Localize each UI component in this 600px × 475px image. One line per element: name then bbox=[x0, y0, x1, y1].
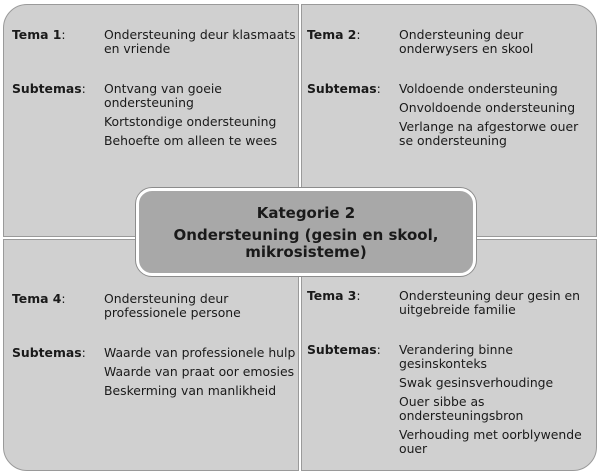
subtema-item: Behoefte om alleen te wees bbox=[104, 133, 278, 148]
tema-1-value: Ondersteuning deur klasmaats en vriende bbox=[104, 27, 296, 56]
tema-3-label: Tema 3 bbox=[307, 288, 357, 303]
subtema-item: Verlange na afgestorwe ouer se ondersteuning bbox=[399, 119, 579, 148]
subtema-item: Verandering binne gesinskonteks bbox=[399, 342, 513, 371]
subtema-item: Swak gesinsverhoudinge bbox=[399, 375, 554, 390]
subtema-item: Ouer sibbe as ondersteuningsbron bbox=[399, 394, 524, 423]
subtema-item: Onvoldoende ondersteuning bbox=[399, 100, 576, 115]
tema-2-subtemas-label: Subtemas bbox=[307, 81, 377, 96]
tema-4-subtemas-list bbox=[104, 346, 304, 398]
tema-2-block: Tema 2: Ondersteuning deur onderwysers en skool bbox=[307, 28, 599, 56]
tema-1-label: Tema 1 bbox=[12, 27, 62, 42]
tema-2-subtemas-block: Subtemas: Voldoende ondersteuning Onvoldoende ondersteuning Verlange na afgestorwe ouer se ondersteuning bbox=[307, 82, 599, 148]
subtema-item: Beskerming van manlikheid bbox=[104, 383, 277, 398]
tema-4-subtemas-label: Subtemas bbox=[12, 345, 82, 360]
tema-3-subtemas-label: Subtemas bbox=[307, 342, 377, 357]
subtema-item: Verhouding met oorblywende ouer bbox=[399, 427, 582, 456]
tema-1-block: Tema 1: Ondersteuning deur klasmaats en vriende bbox=[12, 28, 304, 56]
tema-3-subtemas-block: Subtemas: Verandering binne gesinskonteks Swak gesinsverhoudinge Ouer sibbe as ondersteuningsbron Verhouding met oorblywende ouer bbox=[307, 343, 599, 456]
subtema-item: Waarde van praat oor emosies bbox=[104, 364, 295, 379]
tema-2-subtemas-list bbox=[399, 82, 599, 148]
category-title: Kategorie 2 bbox=[256, 204, 356, 222]
tema-3-block: Tema 3: Ondersteuning deur gesin en uitgebreide familie bbox=[307, 289, 599, 317]
tema-4-block: Tema 4: Ondersteuning deur professionele persone bbox=[12, 292, 304, 320]
subtema-item: Kortstondige ondersteuning bbox=[104, 114, 277, 129]
subtema-item: Ontvang van goeie ondersteuning bbox=[104, 81, 222, 110]
tema-2-label: Tema 2 bbox=[307, 27, 357, 42]
tema-4-value: Ondersteuning deur professionele persone bbox=[104, 291, 241, 320]
tema-4-label: Tema 4 bbox=[12, 291, 62, 306]
category-center-box bbox=[136, 188, 476, 276]
tema-1-subtemas-block: Subtemas: Ontvang van goeie ondersteuning Kortstondige ondersteuning Behoefte om alleen te wees bbox=[12, 82, 304, 148]
subtema-item: Voldoende ondersteuning bbox=[399, 81, 558, 96]
category-subtitle-line-2: mikrosisteme) bbox=[245, 243, 367, 261]
tema-3-subtemas-list bbox=[399, 343, 599, 456]
tema-1-subtemas-list bbox=[104, 82, 304, 148]
category-subtitle-line-1: Ondersteuning (gesin en skool, bbox=[173, 226, 439, 244]
tema-1-subtemas-label: Subtemas bbox=[12, 81, 82, 96]
tema-4-subtemas-block: Subtemas: Waarde van professionele hulp Waarde van praat oor emosies Beskerming van manlikheid bbox=[12, 346, 304, 398]
tema-2-value: Ondersteuning deur onderwysers en skool bbox=[399, 27, 534, 56]
tema-3-value: Ondersteuning deur gesin en uitgebreide familie bbox=[399, 288, 580, 317]
subtema-item: Waarde van professionele hulp bbox=[104, 345, 296, 360]
